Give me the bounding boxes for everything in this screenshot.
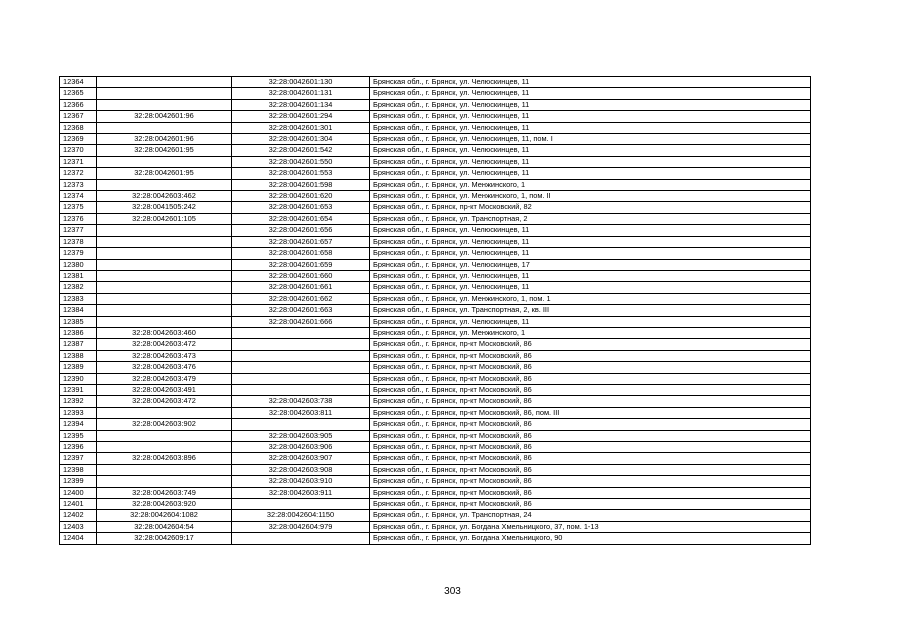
table-row — [60, 339, 811, 350]
row-number-cell: 12385 — [60, 316, 97, 327]
table-row — [60, 453, 811, 464]
land-cadastral-number-cell — [97, 88, 232, 99]
table-row — [60, 293, 811, 304]
land-cadastral-number-cell: 32:28:0042603:472 — [97, 339, 232, 350]
land-cadastral-number-cell — [97, 77, 232, 88]
table-row — [60, 248, 811, 259]
table-row — [60, 407, 811, 418]
row-number-cell: 12391 — [60, 384, 97, 395]
row-number-cell: 12396 — [60, 442, 97, 453]
row-number-cell: 12389 — [60, 362, 97, 373]
table-row — [60, 316, 811, 327]
row-number-cell: 12386 — [60, 327, 97, 338]
row-number-cell: 12404 — [60, 533, 97, 544]
object-cadastral-number-cell — [232, 533, 370, 544]
address-cell: Брянская обл., г. Брянск, пр-кт Московский, 86 — [370, 373, 811, 384]
row-number-cell: 12370 — [60, 145, 97, 156]
object-cadastral-number-cell: 32:28:0042604:1150 — [232, 510, 370, 521]
table-row — [60, 521, 811, 532]
object-cadastral-number-cell — [232, 339, 370, 350]
land-cadastral-number-cell: 32:28:0041505:242 — [97, 202, 232, 213]
row-number-cell: 12384 — [60, 305, 97, 316]
row-number-cell: 12383 — [60, 293, 97, 304]
object-cadastral-number-cell: 32:28:0042603:907 — [232, 453, 370, 464]
land-cadastral-number-cell: 32:28:0042601:105 — [97, 213, 232, 224]
land-cadastral-number-cell — [97, 270, 232, 281]
address-cell: Брянская обл., г. Брянск, пр-кт Московский, 86 — [370, 339, 811, 350]
table-row — [60, 145, 811, 156]
row-number-cell: 12397 — [60, 453, 97, 464]
table-row — [60, 270, 811, 281]
object-cadastral-number-cell — [232, 350, 370, 361]
address-cell: Брянская обл., г. Брянск, ул. Челюскинцев, 11 — [370, 316, 811, 327]
address-cell: Брянская обл., г. Брянск, ул. Транспортная, 24 — [370, 510, 811, 521]
land-cadastral-number-cell: 32:28:0042603:902 — [97, 419, 232, 430]
table-row — [60, 156, 811, 167]
object-cadastral-number-cell: 32:28:0042603:910 — [232, 476, 370, 487]
land-cadastral-number-cell — [97, 225, 232, 236]
land-cadastral-number-cell: 32:28:0042603:749 — [97, 487, 232, 498]
table-row — [60, 533, 811, 544]
table-row — [60, 487, 811, 498]
object-cadastral-number-cell: 32:28:0042601:134 — [232, 99, 370, 110]
table-row — [60, 499, 811, 510]
row-number-cell: 12382 — [60, 282, 97, 293]
object-cadastral-number-cell — [232, 362, 370, 373]
land-cadastral-number-cell — [97, 259, 232, 270]
address-cell: Брянская обл., г. Брянск, пр-кт Московский, 86 — [370, 396, 811, 407]
row-number-cell: 12379 — [60, 248, 97, 259]
table-row — [60, 179, 811, 190]
land-cadastral-number-cell — [97, 293, 232, 304]
address-cell: Брянская обл., г. Брянск, ул. Челюскинцев, 11 — [370, 77, 811, 88]
table-row — [60, 134, 811, 145]
address-cell: Брянская обл., г. Брянск, ул. Менжинского, 1, пом. 1 — [370, 293, 811, 304]
table-row — [60, 236, 811, 247]
row-number-cell: 12403 — [60, 521, 97, 532]
object-cadastral-number-cell: 32:28:0042601:657 — [232, 236, 370, 247]
object-cadastral-number-cell — [232, 327, 370, 338]
table-row — [60, 225, 811, 236]
address-cell: Брянская обл., г. Брянск, ул. Челюскинцев, 17 — [370, 259, 811, 270]
table-row — [60, 282, 811, 293]
object-cadastral-number-cell: 32:28:0042601:658 — [232, 248, 370, 259]
object-cadastral-number-cell: 32:28:0042601:653 — [232, 202, 370, 213]
row-number-cell: 12374 — [60, 191, 97, 202]
object-cadastral-number-cell: 32:28:0042601:301 — [232, 122, 370, 133]
address-cell: Брянская обл., г. Брянск, ул. Транспортная, 2, кв. III — [370, 305, 811, 316]
address-cell: Брянская обл., г. Брянск, ул. Менжинского, 1, пом. II — [370, 191, 811, 202]
land-cadastral-number-cell: 32:28:0042604:54 — [97, 521, 232, 532]
table-row — [60, 111, 811, 122]
object-cadastral-number-cell: 32:28:0042601:542 — [232, 145, 370, 156]
table-row — [60, 510, 811, 521]
address-cell: Брянская обл., г. Брянск, пр-кт Московский, 86 — [370, 350, 811, 361]
table-row — [60, 442, 811, 453]
object-cadastral-number-cell: 32:28:0042601:304 — [232, 134, 370, 145]
object-cadastral-number-cell: 32:28:0042603:811 — [232, 407, 370, 418]
object-cadastral-number-cell: 32:28:0042601:661 — [232, 282, 370, 293]
land-cadastral-number-cell: 32:28:0042601:96 — [97, 111, 232, 122]
address-cell: Брянская обл., г. Брянск, ул. Челюскинцев, 11 — [370, 168, 811, 179]
object-cadastral-number-cell: 32:28:0042601:130 — [232, 77, 370, 88]
row-number-cell: 12377 — [60, 225, 97, 236]
land-cadastral-number-cell — [97, 99, 232, 110]
land-cadastral-number-cell: 32:28:0042601:96 — [97, 134, 232, 145]
registry-table — [59, 76, 811, 545]
address-cell: Брянская обл., г. Брянск, ул. Богдана Хмельницкого, 37, пом. 1-13 — [370, 521, 811, 532]
registry-table-container — [59, 76, 810, 545]
object-cadastral-number-cell: 32:28:0042603:911 — [232, 487, 370, 498]
object-cadastral-number-cell: 32:28:0042601:666 — [232, 316, 370, 327]
land-cadastral-number-cell — [97, 464, 232, 475]
object-cadastral-number-cell: 32:28:0042601:659 — [232, 259, 370, 270]
address-cell: Брянская обл., г. Брянск, ул. Менжинского, 1 — [370, 179, 811, 190]
object-cadastral-number-cell: 32:28:0042601:553 — [232, 168, 370, 179]
row-number-cell: 12381 — [60, 270, 97, 281]
land-cadastral-number-cell — [97, 236, 232, 247]
row-number-cell: 12400 — [60, 487, 97, 498]
row-number-cell: 12390 — [60, 373, 97, 384]
table-row — [60, 350, 811, 361]
address-cell: Брянская обл., г. Брянск, ул. Транспортная, 2 — [370, 213, 811, 224]
row-number-cell: 12378 — [60, 236, 97, 247]
address-cell: Брянская обл., г. Брянск, ул. Челюскинцев, 11 — [370, 282, 811, 293]
table-row — [60, 327, 811, 338]
table-row — [60, 373, 811, 384]
land-cadastral-number-cell — [97, 248, 232, 259]
land-cadastral-number-cell: 32:28:0042603:920 — [97, 499, 232, 510]
row-number-cell: 12368 — [60, 122, 97, 133]
row-number-cell: 12398 — [60, 464, 97, 475]
table-row — [60, 396, 811, 407]
row-number-cell: 12376 — [60, 213, 97, 224]
page-number: 303 — [444, 586, 461, 597]
row-number-cell: 12394 — [60, 419, 97, 430]
land-cadastral-number-cell — [97, 122, 232, 133]
address-cell: Брянская обл., г. Брянск, пр-кт Московский, 86 — [370, 453, 811, 464]
address-cell: Брянская обл., г. Брянск, пр-кт Московский, 86 — [370, 476, 811, 487]
row-number-cell: 12387 — [60, 339, 97, 350]
object-cadastral-number-cell: 32:28:0042604:979 — [232, 521, 370, 532]
table-row — [60, 384, 811, 395]
address-cell: Брянская обл., г. Брянск, пр-кт Московский, 86 — [370, 487, 811, 498]
table-row — [60, 430, 811, 441]
address-cell: Брянская обл., г. Брянск, пр-кт Московский, 86 — [370, 362, 811, 373]
address-cell: Брянская обл., г. Брянск, ул. Челюскинцев, 11 — [370, 156, 811, 167]
object-cadastral-number-cell: 32:28:0042603:906 — [232, 442, 370, 453]
table-row — [60, 464, 811, 475]
land-cadastral-number-cell: 32:28:0042603:462 — [97, 191, 232, 202]
address-cell: Брянская обл., г. Брянск, ул. Челюскинцев, 11 — [370, 248, 811, 259]
address-cell: Брянская обл., г. Брянск, ул. Челюскинцев, 11 — [370, 225, 811, 236]
land-cadastral-number-cell — [97, 407, 232, 418]
row-number-cell: 12392 — [60, 396, 97, 407]
land-cadastral-number-cell — [97, 305, 232, 316]
table-row — [60, 419, 811, 430]
object-cadastral-number-cell — [232, 499, 370, 510]
object-cadastral-number-cell: 32:28:0042601:294 — [232, 111, 370, 122]
land-cadastral-number-cell — [97, 179, 232, 190]
object-cadastral-number-cell: 32:28:0042601:660 — [232, 270, 370, 281]
address-cell: Брянская обл., г. Брянск, ул. Челюскинцев, 11 — [370, 88, 811, 99]
table-row — [60, 305, 811, 316]
address-cell: Брянская обл., г. Брянск, пр-кт Московский, 82 — [370, 202, 811, 213]
table-row — [60, 77, 811, 88]
row-number-cell: 12393 — [60, 407, 97, 418]
land-cadastral-number-cell — [97, 156, 232, 167]
address-cell: Брянская обл., г. Брянск, ул. Богдана Хмельницкого, 90 — [370, 533, 811, 544]
land-cadastral-number-cell: 32:28:0042603:472 — [97, 396, 232, 407]
object-cadastral-number-cell: 32:28:0042603:905 — [232, 430, 370, 441]
row-number-cell: 12373 — [60, 179, 97, 190]
row-number-cell: 12364 — [60, 77, 97, 88]
address-cell: Брянская обл., г. Брянск, ул. Челюскинцев, 11 — [370, 236, 811, 247]
address-cell: Брянская обл., г. Брянск, ул. Челюскинцев, 11 — [370, 111, 811, 122]
object-cadastral-number-cell: 32:28:0042601:663 — [232, 305, 370, 316]
address-cell: Брянская обл., г. Брянск, ул. Челюскинцев, 11 — [370, 270, 811, 281]
row-number-cell: 12371 — [60, 156, 97, 167]
object-cadastral-number-cell: 32:28:0042603:908 — [232, 464, 370, 475]
row-number-cell: 12372 — [60, 168, 97, 179]
land-cadastral-number-cell: 32:28:0042601:95 — [97, 168, 232, 179]
row-number-cell: 12399 — [60, 476, 97, 487]
land-cadastral-number-cell: 32:28:0042603:476 — [97, 362, 232, 373]
registry-table-body — [60, 77, 811, 545]
land-cadastral-number-cell: 32:28:0042603:896 — [97, 453, 232, 464]
table-row — [60, 99, 811, 110]
object-cadastral-number-cell: 32:28:0042603:738 — [232, 396, 370, 407]
address-cell: Брянская обл., г. Брянск, ул. Челюскинцев, 11 — [370, 145, 811, 156]
land-cadastral-number-cell: 32:28:0042603:460 — [97, 327, 232, 338]
land-cadastral-number-cell: 32:28:0042603:473 — [97, 350, 232, 361]
object-cadastral-number-cell: 32:28:0042601:662 — [232, 293, 370, 304]
address-cell: Брянская обл., г. Брянск, ул. Челюскинцев, 11 — [370, 99, 811, 110]
table-row — [60, 213, 811, 224]
land-cadastral-number-cell — [97, 316, 232, 327]
row-number-cell: 12395 — [60, 430, 97, 441]
object-cadastral-number-cell: 32:28:0042601:620 — [232, 191, 370, 202]
object-cadastral-number-cell: 32:28:0042601:656 — [232, 225, 370, 236]
land-cadastral-number-cell: 32:28:0042603:479 — [97, 373, 232, 384]
address-cell: Брянская обл., г. Брянск, пр-кт Московский, 86, пом. III — [370, 407, 811, 418]
table-row — [60, 88, 811, 99]
address-cell: Брянская обл., г. Брянск, ул. Челюскинцев, 11 — [370, 122, 811, 133]
address-cell: Брянская обл., г. Брянск, ул. Челюскинцев, 11, пом. I — [370, 134, 811, 145]
row-number-cell: 12369 — [60, 134, 97, 145]
table-row — [60, 122, 811, 133]
object-cadastral-number-cell: 32:28:0042601:654 — [232, 213, 370, 224]
land-cadastral-number-cell — [97, 430, 232, 441]
row-number-cell: 12367 — [60, 111, 97, 122]
address-cell: Брянская обл., г. Брянск, ул. Менжинского, 1 — [370, 327, 811, 338]
table-row — [60, 191, 811, 202]
row-number-cell: 12401 — [60, 499, 97, 510]
table-row — [60, 202, 811, 213]
table-row — [60, 259, 811, 270]
row-number-cell: 12388 — [60, 350, 97, 361]
object-cadastral-number-cell — [232, 384, 370, 395]
row-number-cell: 12366 — [60, 99, 97, 110]
land-cadastral-number-cell: 32:28:0042601:95 — [97, 145, 232, 156]
address-cell: Брянская обл., г. Брянск, пр-кт Московский, 86 — [370, 384, 811, 395]
row-number-cell: 12402 — [60, 510, 97, 521]
table-row — [60, 476, 811, 487]
land-cadastral-number-cell: 32:28:0042604:1082 — [97, 510, 232, 521]
address-cell: Брянская обл., г. Брянск, пр-кт Московский, 86 — [370, 499, 811, 510]
row-number-cell: 12375 — [60, 202, 97, 213]
object-cadastral-number-cell: 32:28:0042601:550 — [232, 156, 370, 167]
land-cadastral-number-cell: 32:28:0042603:491 — [97, 384, 232, 395]
row-number-cell: 12365 — [60, 88, 97, 99]
object-cadastral-number-cell: 32:28:0042601:131 — [232, 88, 370, 99]
land-cadastral-number-cell — [97, 442, 232, 453]
land-cadastral-number-cell: 32:28:0042609:17 — [97, 533, 232, 544]
land-cadastral-number-cell — [97, 476, 232, 487]
address-cell: Брянская обл., г. Брянск, пр-кт Московский, 86 — [370, 419, 811, 430]
address-cell: Брянская обл., г. Брянск, пр-кт Московский, 86 — [370, 464, 811, 475]
address-cell: Брянская обл., г. Брянск, пр-кт Московский, 86 — [370, 430, 811, 441]
land-cadastral-number-cell — [97, 282, 232, 293]
object-cadastral-number-cell — [232, 419, 370, 430]
row-number-cell: 12380 — [60, 259, 97, 270]
address-cell: Брянская обл., г. Брянск, пр-кт Московский, 86 — [370, 442, 811, 453]
object-cadastral-number-cell — [232, 373, 370, 384]
object-cadastral-number-cell: 32:28:0042601:598 — [232, 179, 370, 190]
table-row — [60, 362, 811, 373]
table-row — [60, 168, 811, 179]
